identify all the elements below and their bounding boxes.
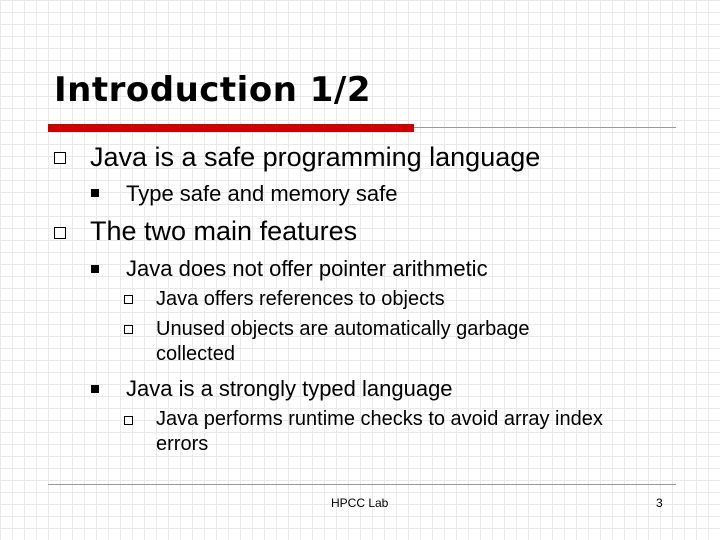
bullet-l2-strongly-typed: Java is a strongly typed language	[126, 376, 453, 401]
filled-square-bullet-icon	[91, 189, 99, 197]
bullet-l3-garbage-collected-line1: Unused objects are automatically garbage	[156, 318, 530, 340]
slide-title: Introduction 1/2	[54, 70, 371, 110]
hollow-square-bullet-icon	[54, 227, 66, 239]
title-accent-rule	[48, 124, 414, 132]
small-hollow-square-bullet-icon	[124, 325, 133, 334]
page-number: 3	[656, 496, 663, 510]
footer-lab-name: HPCC Lab	[331, 496, 389, 510]
title-rule	[414, 127, 676, 128]
bullet-l3-garbage-collected-line2: collected	[156, 343, 235, 365]
bullet-l2-pointer-arithmetic: Java does not offer pointer arithmetic	[126, 256, 488, 281]
bullet-l3-garbage-collected	[156, 317, 530, 367]
small-hollow-square-bullet-icon	[124, 295, 133, 304]
footer-rule	[48, 484, 676, 485]
bullet-l2-type-safe: Type safe and memory safe	[126, 181, 398, 206]
bullet-l3-runtime-checks	[156, 407, 603, 457]
bullet-l3-references: Java offers references to objects	[156, 288, 445, 310]
filled-square-bullet-icon	[91, 265, 99, 273]
hollow-square-bullet-icon	[54, 152, 66, 164]
filled-square-bullet-icon	[91, 385, 99, 393]
bullet-l1-safe-language: Java is a safe programming language	[90, 142, 541, 172]
small-hollow-square-bullet-icon	[124, 416, 133, 425]
bullet-l3-runtime-checks-line1: Java performs runtime checks to avoid array index	[156, 408, 603, 430]
bullet-l1-main-features: The two main features	[90, 216, 358, 246]
bullet-l3-runtime-checks-line2: errors	[156, 433, 209, 455]
